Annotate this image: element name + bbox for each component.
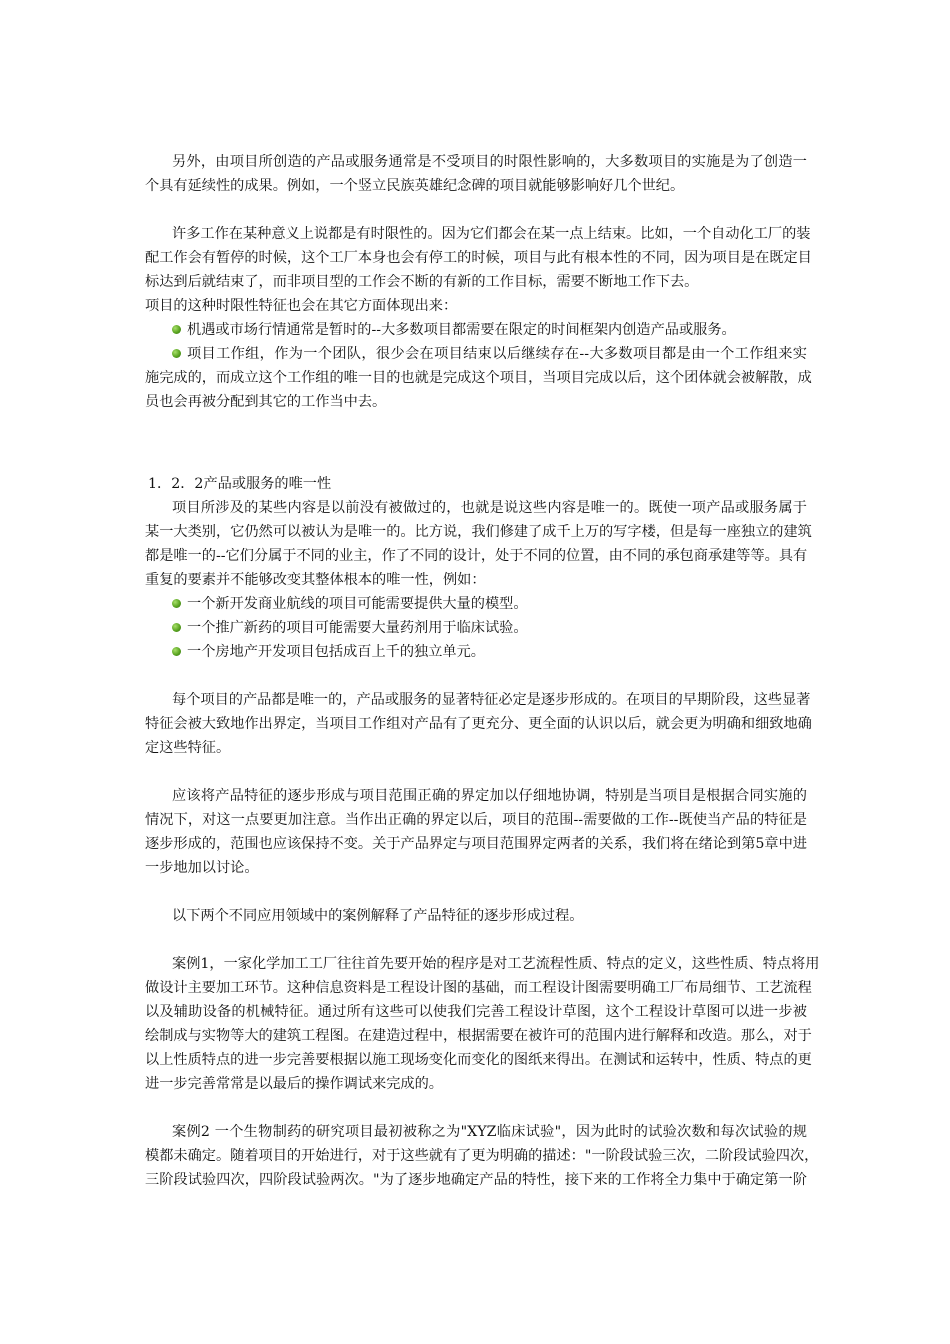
paragraph-spacer (145, 1096, 807, 1120)
text-line: 应该将产品特征的逐步形成与项目范围正确的界定加以仔细地协调，特别是当项目是根据合同实施的 (172, 788, 807, 804)
paragraph-9 (145, 1120, 819, 1192)
text-line: 配工作会有暂停的时候，这个工厂本身也会有停工的时候，项目与此有根本性的不同，因为项目是在既定目 (145, 250, 812, 266)
list-item-text: 机遇或市场行情通常是暂时的--大多数项目都需要在限定的时间框架内创造产品或服务。 (187, 322, 736, 338)
paragraph-4 (145, 496, 812, 592)
text-line: 案例1，一家化学加工工厂往往首先要开始的程序是对工艺流程性质、特点的定义，这些性质、特点将用 (172, 956, 820, 972)
text-line: 项目所涉及的某些内容是以前没有被做过的，也就是说这些内容是唯一的。既使一项产品或服务属于 (172, 500, 807, 516)
text-line: 定这些特征。 (145, 740, 231, 756)
text-line: 某一大类别，它仍然可以被认为是唯一的。比方说，我们修建了成千上万的写字楼，但是每一座独立的建筑 (145, 524, 812, 540)
paragraph-spacer (145, 880, 807, 904)
green-bullet-icon (172, 325, 181, 334)
text-line: 许多工作在某种意义上说都是有时限性的。因为它们都会在某一点上结束。比如，一个自动化工厂的装 (172, 226, 811, 242)
green-bullet-icon (172, 623, 181, 632)
list-item (145, 616, 807, 640)
text-line: 模都未确定。随着项目的开始进行，对于这些就有了更为明确的描述："一阶段试验三次，二阶段试验四次， (145, 1148, 819, 1164)
list-item-continuation: 员也会再被分配到其它的工作当中去。 (145, 394, 387, 410)
paragraph-1 (145, 150, 807, 198)
text-line: 另外，由项目所创造的产品或服务通常是不受项目的时限性影响的，大多数项目的实施是为了创造一 (172, 154, 807, 170)
text-line: 进一步完善常常是以最后的操作调试来完成的。 (145, 1076, 443, 1092)
text-line: 逐步形成的，范围也应该保持不变。关于产品界定与项目范围界定两者的关系，我们将在绪论到第5章中进 (145, 836, 807, 852)
list-item (145, 640, 807, 664)
paragraph-6 (145, 784, 807, 880)
paragraph-5 (145, 688, 812, 760)
green-bullet-icon (172, 349, 181, 358)
text-line: 都是唯一的--它们分属于不同的业主，作了不同的设计，处于不同的位置，由不同的承包商承建等等。具有 (145, 548, 808, 564)
list-item-continuation: 施完成的，而成立这个工作组的唯一目的也就是完成这个项目，当项目完成以后，这个团体就会被解散，成 (145, 370, 812, 386)
list-item-text: 一个新开发商业航线的项目可能需要提供大量的模型。 (187, 596, 528, 612)
list-item-text: 一个推广新药的项目可能需要大量药剂用于临床试验。 (187, 620, 528, 636)
text-line: 标达到后就结束了，而非项目型的工作会不断的有新的工作目标，需要不断地工作下去。 (145, 274, 699, 290)
list-item (145, 592, 807, 616)
list-item (145, 342, 807, 366)
bullet-list-1 (145, 318, 812, 414)
paragraph-spacer (145, 664, 807, 688)
paragraph-3-intro: 项目的这种时限性特征也会在其它方面体现出来： (145, 298, 458, 314)
text-line: 做设计主要加工环节。这种信息资料是工程设计图的基础，而工程设计图需要明确工厂布局细节、工艺流程 (145, 980, 812, 996)
document-page (145, 150, 820, 1192)
text-line: 特征会被大致地作出界定，当项目工作组对产品有了更充分、更全面的认识以后，就会更为明确和细致地确 (145, 716, 812, 732)
text-line: 每个项目的产品都是唯一的，产品或服务的显著特征必定是逐步形成的。在项目的早期阶段，这些显著 (172, 692, 811, 708)
list-item-text: 一个房地产开发项目包括成百上千的独立单元。 (187, 644, 485, 660)
section-heading: 1．2．2产品或服务的唯一性 (148, 476, 332, 492)
text-line: 情况下，对这一点要更加注意。当作出正确的界定以后，项目的范围--需要做的工作--既使当产品的特征是 (145, 812, 807, 828)
list-item-text: 项目工作组，作为一个团队，很少会在项目结束以后继续存在--大多数项目都是由一个工作组来实 (187, 346, 807, 362)
text-line: 重复的要素并不能够改变其整体根本的唯一性，例如： (145, 572, 486, 588)
list-item (145, 318, 807, 342)
section-spacer (145, 414, 807, 472)
bullet-list-2 (145, 592, 807, 664)
text-line: 三阶段试验四次，四阶段试验两次。"为了逐步地确定产品的特性，接下来的工作将全力集中于确定第一阶 (145, 1172, 807, 1188)
text-line: 案例2 一个生物制药的研究项目最初被称之为"XYZ临床试验"，因为此时的试验次数和每次试验的规 (172, 1124, 807, 1140)
text-line: 以上性质特点的进一步完善要根据以施工现场变化而变化的图纸来得出。在测试和运转中，性质、特点的更 (145, 1052, 812, 1068)
green-bullet-icon (172, 647, 181, 656)
text-line: 一步地加以讨论。 (145, 860, 259, 876)
text-line: 绘制成与实物等大的建筑工程图。在建造过程中，根据需要在被许可的范围内进行解释和改造。那么，对于 (145, 1028, 812, 1044)
paragraph-8 (145, 952, 820, 1096)
paragraph-spacer (145, 198, 807, 222)
text-line: 个具有延续性的成果。例如，一个竖立民族英雄纪念碑的项目就能够影响好几个世纪。 (145, 178, 685, 194)
text-line: 以及辅助设备的机械特征。通过所有这些可以使我们完善工程设计草图，这个工程设计草图可以进一步被 (145, 1004, 807, 1020)
paragraph-2 (145, 222, 812, 294)
green-bullet-icon (172, 599, 181, 608)
paragraph-spacer (145, 928, 807, 952)
paragraph-spacer (145, 760, 807, 784)
paragraph-7: 以下两个不同应用领域中的案例解释了产品特征的逐步形成过程。 (172, 908, 584, 924)
